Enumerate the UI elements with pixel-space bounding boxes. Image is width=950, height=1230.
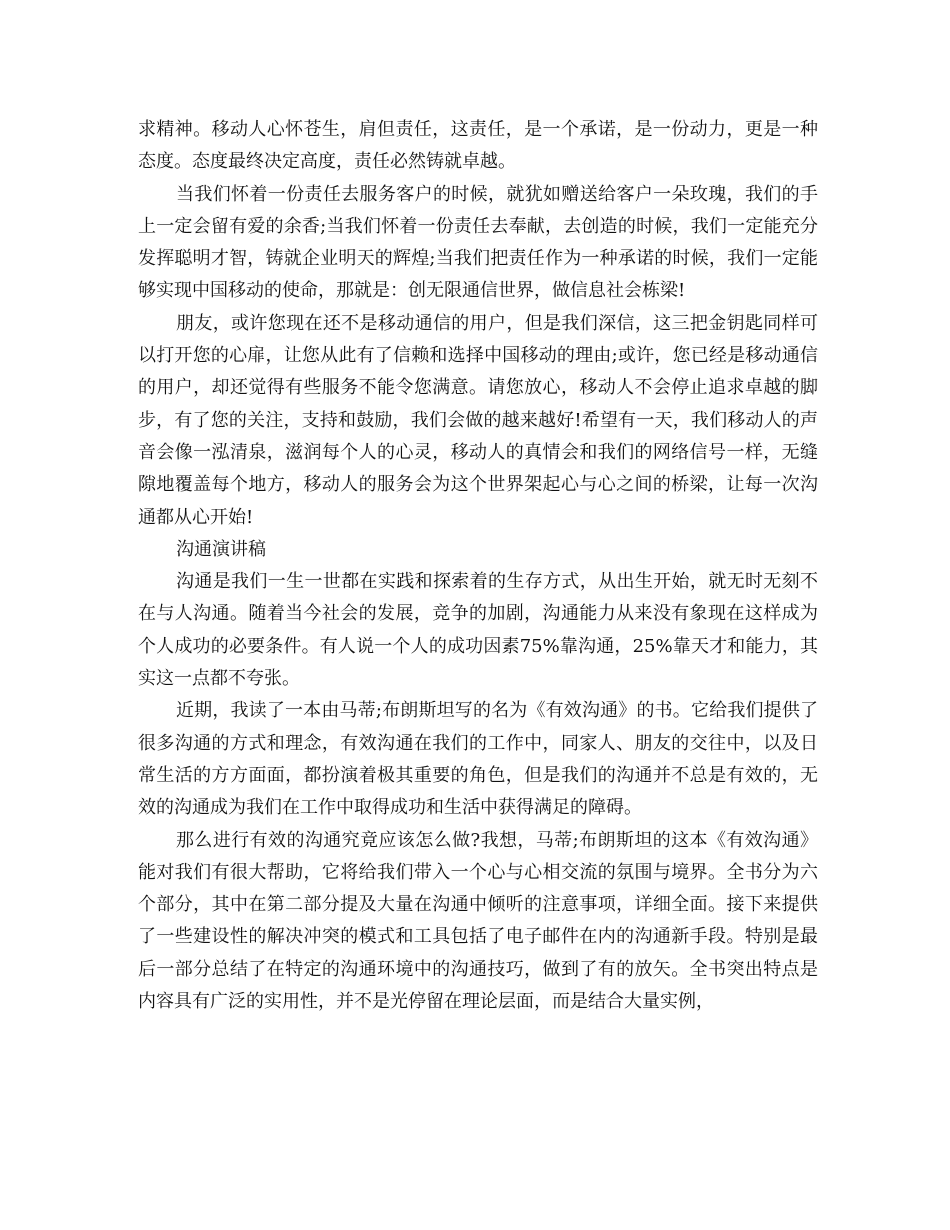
paragraph-4: 沟通是我们一生一世都在实践和探索着的生存方式，从出生开始，就无时无刻不在与人沟通。随着当今社会的发展，竞争的加剧，沟通能力从来没有象现在这样成为个人成功的必要条件。有人说一个人的成功因素75%靠沟通，25%靠天才和能力，其实这一点都不夸张。 [138,571,818,690]
document-body [138,114,818,1018]
paragraph-3: 朋友，或许您现在还不是移动通信的用户，但是我们深信，这三把金钥匙同样可以打开您的心扉，让您从此有了信赖和选择中国移动的理由;或许，您已经是移动通信的用户，却还觉得有些服务不能令您满意。请您放心，移动人不会停止追求卓越的脚步，有了您的关注，支持和鼓励，我们会做的越来越好!希望有一天，我们移动人的声音会像一泓清泉，滋润每个人的心灵，移动人的真情会和我们的网络信号一样，无缝隙地覆盖每个地方，移动人的服务会为这个世界架起心与心之间的桥梁，让每一次沟通都从心开始! [138,312,818,528]
paragraph-1: 求精神。移动人心怀苍生，肩但责任，这责任，是一个承诺，是一份动力，更是一种态度。态度最终决定高度，责任必然铸就卓越。 [138,119,818,173]
paragraph-5: 近期，我读了一本由马蒂;布朗斯坦写的名为《有效沟通》的书。它给我们提供了很多沟通的方式和理念，有效沟通在我们的工作中，同家人、朋友的交往中，以及日常生活的方方面面，都扮演着极其重要的角色，但是我们的沟通并不总是有效的，无效的沟通成为我们在工作中取得成功和生活中获得满足的障碍。 [138,700,818,819]
section-heading: 沟通演讲稿 [176,538,266,560]
paragraph-2: 当我们怀着一份责任去服务客户的时候，就犹如赠送给客户一朵玫瑰，我们的手上一定会留有爱的余香;当我们怀着一份责任去奉献，去创造的时候，我们一定能充分发挥聪明才智，铸就企业明天的辉煌;当我们把责任作为一种承诺的时候，我们一定能够实现中国移动的使命，那就是：创无限通信世界，做信息社会栋梁! [138,183,818,302]
paragraph-6: 那么进行有效的沟通究竟应该怎么做?我想，马蒂;布朗斯坦的这本《有效沟通》能对我们有很大帮助，它将给我们带入一个心与心相交流的氛围与境界。全书分为六个部分，其中在第二部分提及大量在沟通中倾听的注意事项，详细全面。接下来提供了一些建设性的解决冲突的模式和工具包括了电子邮件在内的沟通新手段。特别是最后一部分总结了在特定的沟通环境中的沟通技巧，做到了有的放矢。全书突出特点是内容具有广泛的实用性，并不是光停留在理论层面，而是结合大量实例， [138,829,818,1013]
